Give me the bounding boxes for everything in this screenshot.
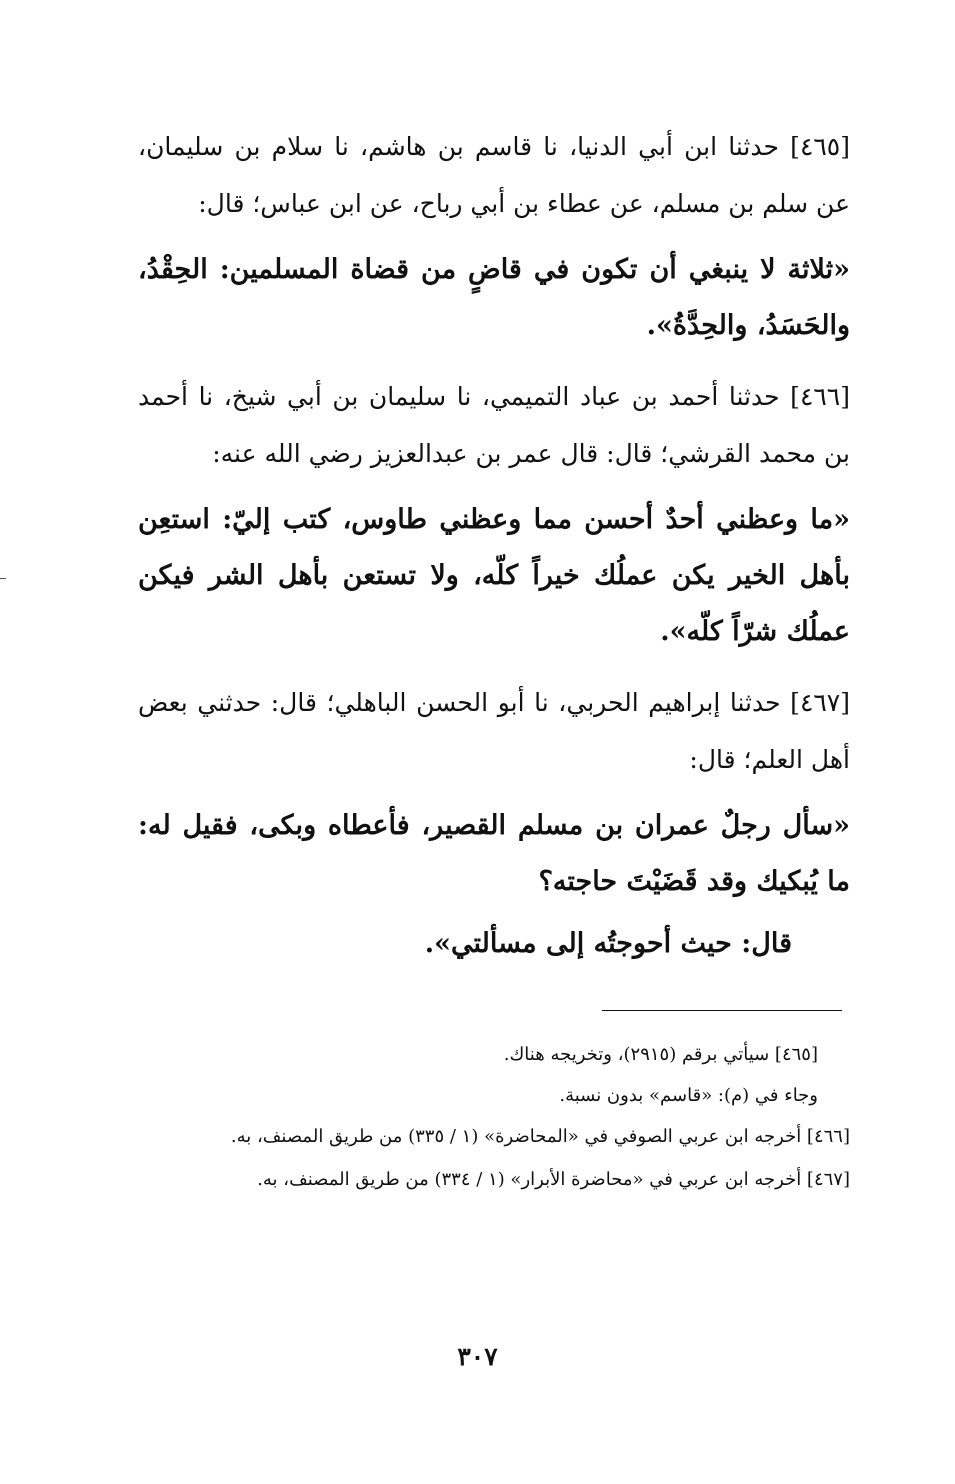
hadith-465-chain: [٤٦٥] حدثنا ابن أبي الدنيا، نا قاسم بن هاشم، نا سلام بن سليمان، عن سلم بن مسلم، عن عطاء بن أبي رباح، عن ابن عباس؛ قال: bbox=[138, 132, 850, 218]
page-number: ٣٠٧ bbox=[457, 1342, 498, 1371]
footnotes bbox=[138, 1034, 850, 1200]
margin-mark bbox=[0, 578, 6, 579]
hadith-466-quote: «ما وعظني أحدٌ أحسن مما وعظني طاوس، كتب إليّ: استعِن بأهل الخير يكن عملُك خيراً كلّه، ولا تستعن بأهل الشر فيكن عملُك شرّاً كلّه». bbox=[138, 504, 850, 647]
hadith-467-quote: «سأل رجلٌ عمران بن مسلم القصير، فأعطاه وبكى، فقيل له: ما يُبكيك وقد قَضَيْتَ حاجته؟ bbox=[138, 810, 850, 897]
footnote-466: [٤٦٦] أخرجه ابن عربي الصوفي في «المحاضرة» (١ / ٣٣٥) من طريق المصنف، به. bbox=[230, 1126, 850, 1147]
hadith-467-quote-end: قال: حيث أحوجتُه إلى مسألتي». bbox=[424, 928, 792, 959]
hadith-466-chain: [٤٦٦] حدثنا أحمد بن عباد التميمي، نا سليمان بن أبي شيخ، نا أحمد بن محمد القرشي؛ قال: قال عمر بن عبدالعزيز رضي الله عنه: bbox=[138, 382, 850, 468]
footnote-465: [٤٦٥] سيأتي برقم (٢٩١٥)، وتخريجه هناك. bbox=[503, 1044, 818, 1065]
footnote-467: [٤٦٧] أخرجه ابن عربي في «محاضرة الأبرار» (١ / ٣٣٤) من طريق المصنف، به. bbox=[257, 1169, 850, 1190]
hadith-465-quote: «ثلاثة لا ينبغي أن تكون في قاضٍ من قضاة المسلمين: الحِقْدُ، والحَسَدُ، والحِدَّةُ». bbox=[138, 254, 850, 341]
footnote-465-extra: وجاء في (م): «قاسم» بدون نسبة. bbox=[559, 1085, 818, 1106]
hadith-467-chain: [٤٦٧] حدثنا إبراهيم الحربي، نا أبو الحسن الباهلي؛ قال: حدثني بعض أهل العلم؛ قال: bbox=[138, 688, 850, 774]
main-text bbox=[138, 118, 850, 972]
footnote-separator bbox=[602, 1010, 842, 1011]
